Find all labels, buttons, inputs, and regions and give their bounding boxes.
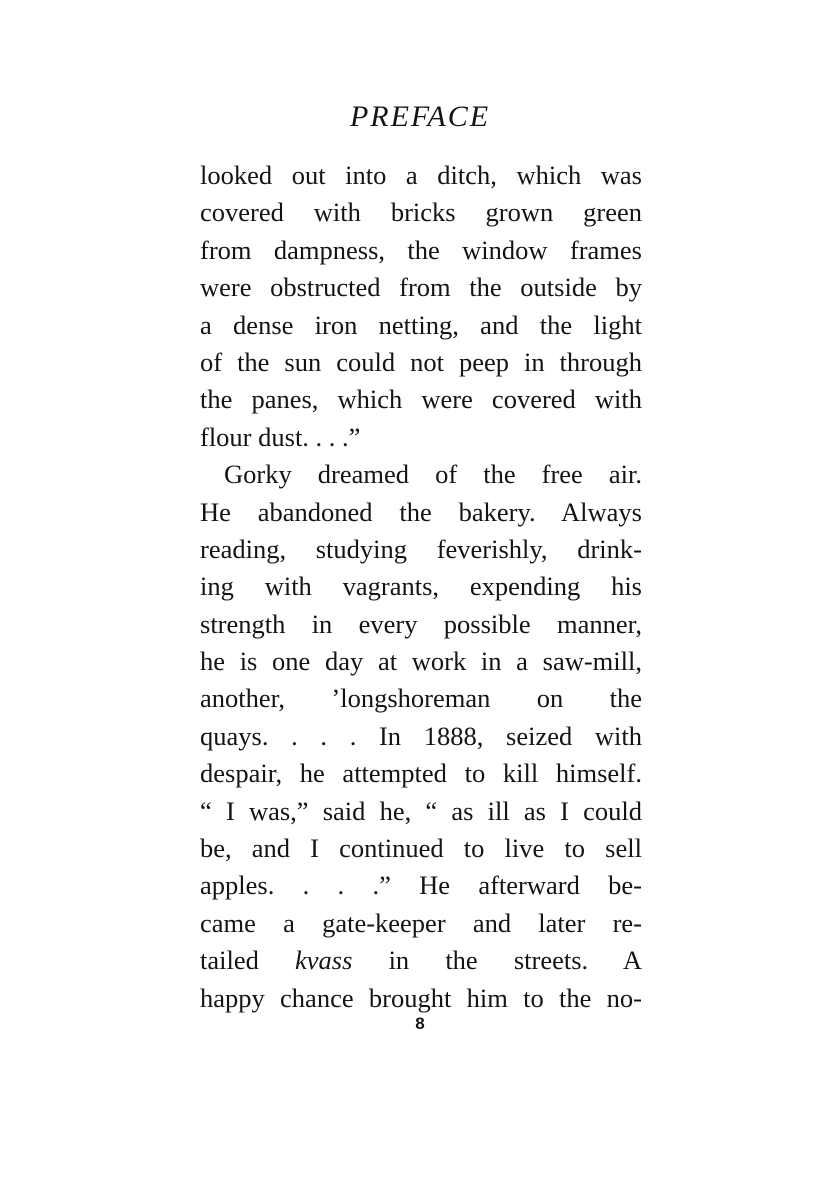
- text-line: from dampness, the window frames: [200, 234, 642, 265]
- text-line: apples. . . .” He afterward be-: [200, 870, 642, 901]
- text-line: a dense iron netting, and the light: [200, 309, 642, 340]
- text-line: [200, 942, 642, 979]
- text-line: were obstructed from the outside by: [200, 272, 642, 303]
- text-fragment: tailed: [200, 945, 296, 976]
- text-line: strength in every possible manner,: [200, 608, 642, 639]
- text-line: he is one day at work in a saw-mill,: [200, 646, 642, 677]
- page-number: 8: [415, 1014, 425, 1033]
- text-fragment: in the streets. A: [352, 945, 642, 976]
- text-line: covered with bricks grown green: [200, 197, 642, 228]
- text-line: of the sun could not peep in through: [200, 346, 642, 377]
- text-line: another, ’longshoreman on the: [200, 683, 642, 714]
- text-line: flour dust. . . .”: [200, 421, 361, 452]
- text-line: the panes, which were covered with: [200, 384, 642, 415]
- body-text: [200, 157, 642, 1017]
- italic-term: kvass: [295, 945, 353, 976]
- text-line: came a gate-keeper and later re-: [200, 907, 642, 938]
- text-line: looked out into a ditch, which was: [200, 160, 642, 190]
- text-line: reading, studying feverishly, drink-: [200, 533, 642, 564]
- text-line: despair, he attempted to kill himself.: [200, 758, 642, 789]
- text-line: Gorky dreamed of the free air.: [224, 459, 642, 490]
- text-line: be, and I continued to live to sell: [200, 833, 642, 864]
- text-line: ing with vagrants, expending his: [200, 571, 642, 602]
- text-line: He abandoned the bakery. Always: [200, 496, 642, 527]
- text-line: quays. . . . In 1888, seized with: [200, 720, 642, 751]
- running-header: PREFACE: [349, 100, 491, 133]
- text-line: happy chance brought him to the no-: [200, 982, 642, 1013]
- text-line: “ I was,” said he, “ as ill as I could: [200, 795, 642, 826]
